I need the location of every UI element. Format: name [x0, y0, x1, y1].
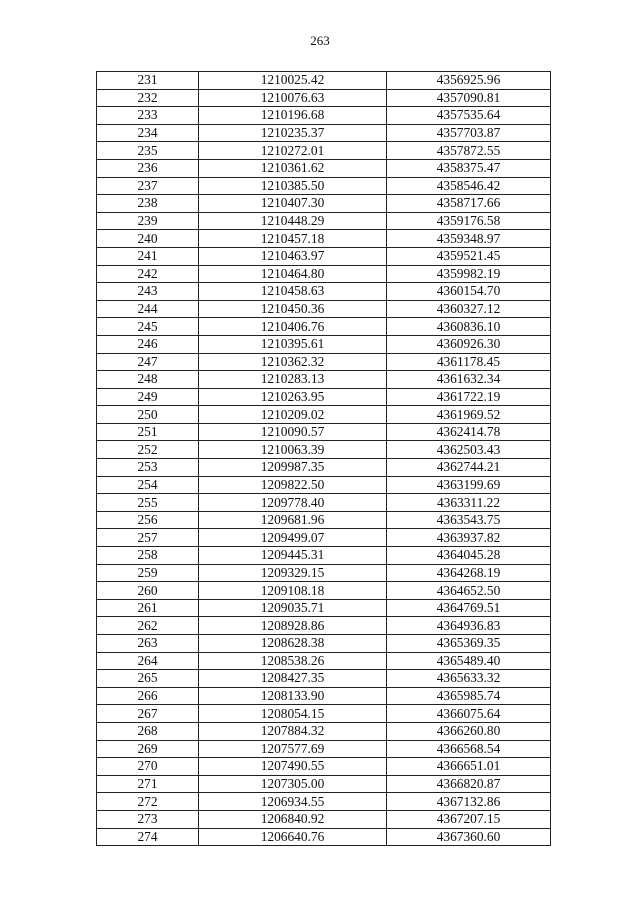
point-number-cell: 270 — [97, 758, 199, 776]
x-coordinate-cell: 1209778.40 — [199, 494, 387, 512]
point-number-cell: 233 — [97, 107, 199, 125]
table-row — [97, 599, 551, 617]
point-number-cell: 268 — [97, 722, 199, 740]
x-coordinate-cell: 1208054.15 — [199, 705, 387, 723]
x-coordinate-cell: 1207305.00 — [199, 775, 387, 793]
point-number-cell: 249 — [97, 388, 199, 406]
table-row — [97, 195, 551, 213]
y-coordinate-cell: 4366820.87 — [387, 775, 551, 793]
coordinates-table — [96, 71, 551, 846]
x-coordinate-cell: 1210464.80 — [199, 265, 387, 283]
y-coordinate-cell: 4365985.74 — [387, 687, 551, 705]
y-coordinate-cell: 4360327.12 — [387, 300, 551, 318]
x-coordinate-cell: 1210407.30 — [199, 195, 387, 213]
y-coordinate-cell: 4366075.64 — [387, 705, 551, 723]
x-coordinate-cell: 1210090.57 — [199, 423, 387, 441]
point-number-cell: 255 — [97, 494, 199, 512]
y-coordinate-cell: 4363311.22 — [387, 494, 551, 512]
table-row — [97, 828, 551, 846]
x-coordinate-cell: 1210385.50 — [199, 177, 387, 195]
point-number-cell: 271 — [97, 775, 199, 793]
table-row — [97, 371, 551, 389]
point-number-cell: 254 — [97, 476, 199, 494]
point-number-cell: 258 — [97, 547, 199, 565]
table-row — [97, 635, 551, 653]
x-coordinate-cell: 1209035.71 — [199, 599, 387, 617]
x-coordinate-cell: 1210076.63 — [199, 89, 387, 107]
point-number-cell: 274 — [97, 828, 199, 846]
point-number-cell: 235 — [97, 142, 199, 160]
table-row — [97, 159, 551, 177]
table-row — [97, 423, 551, 441]
point-number-cell: 259 — [97, 564, 199, 582]
x-coordinate-cell: 1208628.38 — [199, 635, 387, 653]
table-row — [97, 547, 551, 565]
table-row — [97, 283, 551, 301]
point-number-cell: 239 — [97, 212, 199, 230]
table-row — [97, 89, 551, 107]
y-coordinate-cell: 4362414.78 — [387, 423, 551, 441]
table-row — [97, 124, 551, 142]
y-coordinate-cell: 4364769.51 — [387, 599, 551, 617]
table-row — [97, 177, 551, 195]
point-number-cell: 272 — [97, 793, 199, 811]
x-coordinate-cell: 1210450.36 — [199, 300, 387, 318]
x-coordinate-cell: 1209987.35 — [199, 459, 387, 477]
point-number-cell: 266 — [97, 687, 199, 705]
table-row — [97, 670, 551, 688]
y-coordinate-cell: 4361722.19 — [387, 388, 551, 406]
point-number-cell: 263 — [97, 635, 199, 653]
table-row — [97, 300, 551, 318]
table-row — [97, 652, 551, 670]
point-number-cell: 242 — [97, 265, 199, 283]
point-number-cell: 236 — [97, 159, 199, 177]
y-coordinate-cell: 4362503.43 — [387, 441, 551, 459]
y-coordinate-cell: 4365489.40 — [387, 652, 551, 670]
y-coordinate-cell: 4365633.32 — [387, 670, 551, 688]
point-number-cell: 250 — [97, 406, 199, 424]
y-coordinate-cell: 4363199.69 — [387, 476, 551, 494]
point-number-cell: 243 — [97, 283, 199, 301]
x-coordinate-cell: 1210272.01 — [199, 142, 387, 160]
x-coordinate-cell: 1209499.07 — [199, 529, 387, 547]
x-coordinate-cell: 1210235.37 — [199, 124, 387, 142]
x-coordinate-cell: 1210457.18 — [199, 230, 387, 248]
x-coordinate-cell: 1206840.92 — [199, 810, 387, 828]
table-row — [97, 758, 551, 776]
y-coordinate-cell: 4361632.34 — [387, 371, 551, 389]
y-coordinate-cell: 4364652.50 — [387, 582, 551, 600]
table-row — [97, 722, 551, 740]
x-coordinate-cell: 1208427.35 — [199, 670, 387, 688]
table-row — [97, 617, 551, 635]
y-coordinate-cell: 4361178.45 — [387, 353, 551, 371]
table-row — [97, 476, 551, 494]
y-coordinate-cell: 4367132.86 — [387, 793, 551, 811]
point-number-cell: 251 — [97, 423, 199, 441]
x-coordinate-cell: 1209681.96 — [199, 511, 387, 529]
point-number-cell: 246 — [97, 335, 199, 353]
point-number-cell: 247 — [97, 353, 199, 371]
x-coordinate-cell: 1210448.29 — [199, 212, 387, 230]
table-row — [97, 564, 551, 582]
x-coordinate-cell: 1209445.31 — [199, 547, 387, 565]
point-number-cell: 237 — [97, 177, 199, 195]
point-number-cell: 240 — [97, 230, 199, 248]
point-number-cell: 238 — [97, 195, 199, 213]
y-coordinate-cell: 4367207.15 — [387, 810, 551, 828]
y-coordinate-cell: 4357872.55 — [387, 142, 551, 160]
y-coordinate-cell: 4366260.80 — [387, 722, 551, 740]
point-number-cell: 231 — [97, 72, 199, 90]
y-coordinate-cell: 4361969.52 — [387, 406, 551, 424]
coordinates-table-body — [97, 72, 551, 846]
table-row — [97, 230, 551, 248]
point-number-cell: 248 — [97, 371, 199, 389]
y-coordinate-cell: 4364268.19 — [387, 564, 551, 582]
y-coordinate-cell: 4358717.66 — [387, 195, 551, 213]
y-coordinate-cell: 4359348.97 — [387, 230, 551, 248]
table-row — [97, 441, 551, 459]
y-coordinate-cell: 4360154.70 — [387, 283, 551, 301]
x-coordinate-cell: 1210063.39 — [199, 441, 387, 459]
x-coordinate-cell: 1206640.76 — [199, 828, 387, 846]
table-row — [97, 494, 551, 512]
x-coordinate-cell: 1210209.02 — [199, 406, 387, 424]
table-row — [97, 142, 551, 160]
point-number-cell: 265 — [97, 670, 199, 688]
table-row — [97, 459, 551, 477]
y-coordinate-cell: 4363543.75 — [387, 511, 551, 529]
point-number-cell: 261 — [97, 599, 199, 617]
y-coordinate-cell: 4357090.81 — [387, 89, 551, 107]
x-coordinate-cell: 1208133.90 — [199, 687, 387, 705]
page-number: 263 — [310, 33, 330, 48]
table-row — [97, 705, 551, 723]
table-row — [97, 740, 551, 758]
y-coordinate-cell: 4360926.30 — [387, 335, 551, 353]
table-row — [97, 247, 551, 265]
point-number-cell: 244 — [97, 300, 199, 318]
y-coordinate-cell: 4359176.58 — [387, 212, 551, 230]
table-row — [97, 793, 551, 811]
x-coordinate-cell: 1209108.18 — [199, 582, 387, 600]
point-number-cell: 264 — [97, 652, 199, 670]
y-coordinate-cell: 4360836.10 — [387, 318, 551, 336]
point-number-cell: 262 — [97, 617, 199, 635]
table-row — [97, 318, 551, 336]
point-number-cell: 241 — [97, 247, 199, 265]
x-coordinate-cell: 1210361.62 — [199, 159, 387, 177]
x-coordinate-cell: 1207490.55 — [199, 758, 387, 776]
x-coordinate-cell: 1210362.32 — [199, 353, 387, 371]
y-coordinate-cell: 4363937.82 — [387, 529, 551, 547]
table-row — [97, 775, 551, 793]
table-row — [97, 582, 551, 600]
x-coordinate-cell: 1210406.76 — [199, 318, 387, 336]
y-coordinate-cell: 4357535.64 — [387, 107, 551, 125]
x-coordinate-cell: 1207884.32 — [199, 722, 387, 740]
point-number-cell: 252 — [97, 441, 199, 459]
y-coordinate-cell: 4364045.28 — [387, 547, 551, 565]
x-coordinate-cell: 1210263.95 — [199, 388, 387, 406]
x-coordinate-cell: 1210463.97 — [199, 247, 387, 265]
x-coordinate-cell: 1208928.86 — [199, 617, 387, 635]
table-row — [97, 107, 551, 125]
point-number-cell: 232 — [97, 89, 199, 107]
y-coordinate-cell: 4366651.01 — [387, 758, 551, 776]
table-row — [97, 406, 551, 424]
y-coordinate-cell: 4359521.45 — [387, 247, 551, 265]
x-coordinate-cell: 1209329.15 — [199, 564, 387, 582]
y-coordinate-cell: 4364936.83 — [387, 617, 551, 635]
table-row — [97, 335, 551, 353]
y-coordinate-cell: 4358375.47 — [387, 159, 551, 177]
x-coordinate-cell: 1210196.68 — [199, 107, 387, 125]
table-row — [97, 529, 551, 547]
x-coordinate-cell: 1206934.55 — [199, 793, 387, 811]
x-coordinate-cell: 1209822.50 — [199, 476, 387, 494]
table-row — [97, 353, 551, 371]
table-row — [97, 72, 551, 90]
point-number-cell: 256 — [97, 511, 199, 529]
point-number-cell: 273 — [97, 810, 199, 828]
point-number-cell: 245 — [97, 318, 199, 336]
point-number-cell: 253 — [97, 459, 199, 477]
table-row — [97, 212, 551, 230]
y-coordinate-cell: 4358546.42 — [387, 177, 551, 195]
x-coordinate-cell: 1210395.61 — [199, 335, 387, 353]
x-coordinate-cell: 1210458.63 — [199, 283, 387, 301]
point-number-cell: 260 — [97, 582, 199, 600]
x-coordinate-cell: 1208538.26 — [199, 652, 387, 670]
point-number-cell: 269 — [97, 740, 199, 758]
table-row — [97, 810, 551, 828]
y-coordinate-cell: 4365369.35 — [387, 635, 551, 653]
point-number-cell: 257 — [97, 529, 199, 547]
x-coordinate-cell: 1210025.42 — [199, 72, 387, 90]
table-row — [97, 388, 551, 406]
y-coordinate-cell: 4356925.96 — [387, 72, 551, 90]
y-coordinate-cell: 4367360.60 — [387, 828, 551, 846]
table-row — [97, 687, 551, 705]
x-coordinate-cell: 1207577.69 — [199, 740, 387, 758]
y-coordinate-cell: 4357703.87 — [387, 124, 551, 142]
y-coordinate-cell: 4366568.54 — [387, 740, 551, 758]
y-coordinate-cell: 4362744.21 — [387, 459, 551, 477]
table-row — [97, 511, 551, 529]
y-coordinate-cell: 4359982.19 — [387, 265, 551, 283]
table-row — [97, 265, 551, 283]
x-coordinate-cell: 1210283.13 — [199, 371, 387, 389]
point-number-cell: 234 — [97, 124, 199, 142]
point-number-cell: 267 — [97, 705, 199, 723]
